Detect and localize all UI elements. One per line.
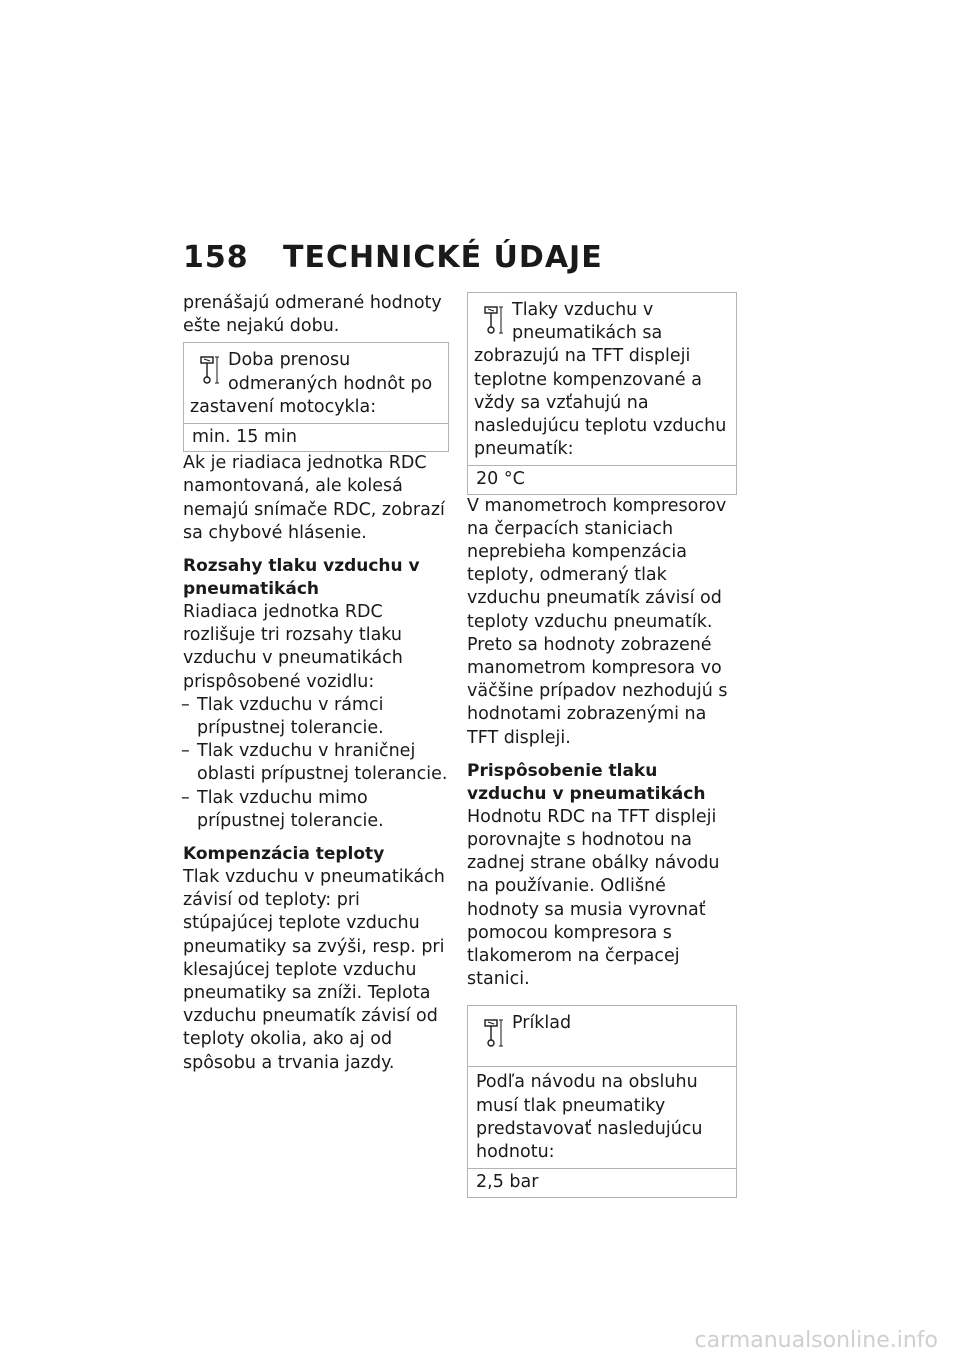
section-heading-temperature-compensation: Kompenzácia teploty: [183, 844, 385, 865]
ranges-paragraph: Riadiaca jednotka RDC rozlišuje tri rozsahy tlaku vzduchu v pneumatikách prispôsobené vozidlu:: [183, 602, 403, 692]
spec-caption: [184, 343, 448, 423]
rdc-paragraph: Ak je riadiaca jednotka RDC namontovaná, ale kolesá nemajú snímače RDC, zobrazí sa chybové hlásenie.: [183, 453, 445, 543]
spec-value: min. 15 min: [184, 423, 448, 451]
spec-box-reference-temperature: [467, 292, 737, 495]
section-heading-pressure-adjustment: Prispôsobenie tlaku vzduchu v pneumatikách: [467, 760, 706, 804]
list-item: – Tlak vzduchu mimo prípustnej tolerancie.: [183, 787, 449, 833]
example-body: Podľa návodu na obsluhu musí tlak pneumatiky predstavovať nasledujúcu hodnotu:: [468, 1066, 736, 1168]
compressor-paragraph: V manometroch kompresorov na čerpacích staniciach neprebieha kompenzácia teploty, odmeraný tlak vzduchu pneumatík závisí od teploty vzduchu pneumatík. Preto sa hodnoty zobrazené manometrom kompresora vo väčšine prípadov nezhodujú s hodnotami zobrazenými na TFT displeji.: [467, 495, 728, 748]
spec-gauge-icon: [482, 1018, 504, 1048]
spec-gauge-icon: [482, 305, 504, 335]
page-number: 158: [183, 240, 249, 275]
page-header: [183, 240, 743, 275]
spec-box-transfer-time: [183, 342, 449, 452]
temperature-paragraph: Tlak vzduchu v pneumatikách závisí od teploty: pri stúpajúcej teplote vzduchu pneumatiky sa zvýši, resp. pri klesajúcej teplote vzduchu pneumatiky sa zníži. Teplota vzduchu pneumatík závisí od teploty okolia, ako aj od spôsobu a trvania jazdy.: [183, 867, 445, 1073]
list-item: – Tlak vzduchu v hraničnej oblasti prípustnej tolerancie.: [183, 740, 449, 786]
right-column: [467, 292, 737, 1198]
spec-value: 20 °C: [468, 465, 736, 493]
spec-value: 2,5 bar: [468, 1168, 736, 1196]
page-title: TECHNICKÉ ÚDAJE: [283, 240, 603, 275]
spec-caption-text: Tlaky vzduchu v pneumatikách sa zobrazujú na TFT displeji teplotne kompenzované a vždy sa vzťahujú na nasledujúcu teplotu vzduchu pneumatík:: [474, 300, 727, 460]
spec-caption-text: Doba prenosu odmeraných hodnôt po zastavení motocykla:: [190, 350, 433, 417]
intro-text: prenášajú odmerané hodnoty ešte nejakú dobu.: [183, 293, 442, 337]
spec-caption: [468, 1006, 736, 1066]
spec-caption: [468, 293, 736, 465]
ranges-list: [183, 694, 449, 833]
section-heading-pressure-ranges: Rozsahy tlaku vzduchu v pneumatikách: [183, 556, 420, 600]
list-item: – Tlak vzduchu v rámci prípustnej tolerancie.: [183, 694, 449, 740]
spec-caption-text: Príklad: [512, 1013, 572, 1034]
spec-box-example: [467, 1005, 737, 1197]
spec-gauge-icon: [198, 355, 220, 385]
watermark: carmanualsonline.info: [694, 1328, 938, 1353]
left-column: [183, 292, 449, 1075]
adjustment-paragraph: Hodnotu RDC na TFT displeji porovnajte s hodnotou na zadnej strane obálky návodu na používanie. Odlišné hodnoty sa musia vyrovnať pomocou kompresora s tlakomerom na čerpacej stanici.: [467, 806, 720, 990]
